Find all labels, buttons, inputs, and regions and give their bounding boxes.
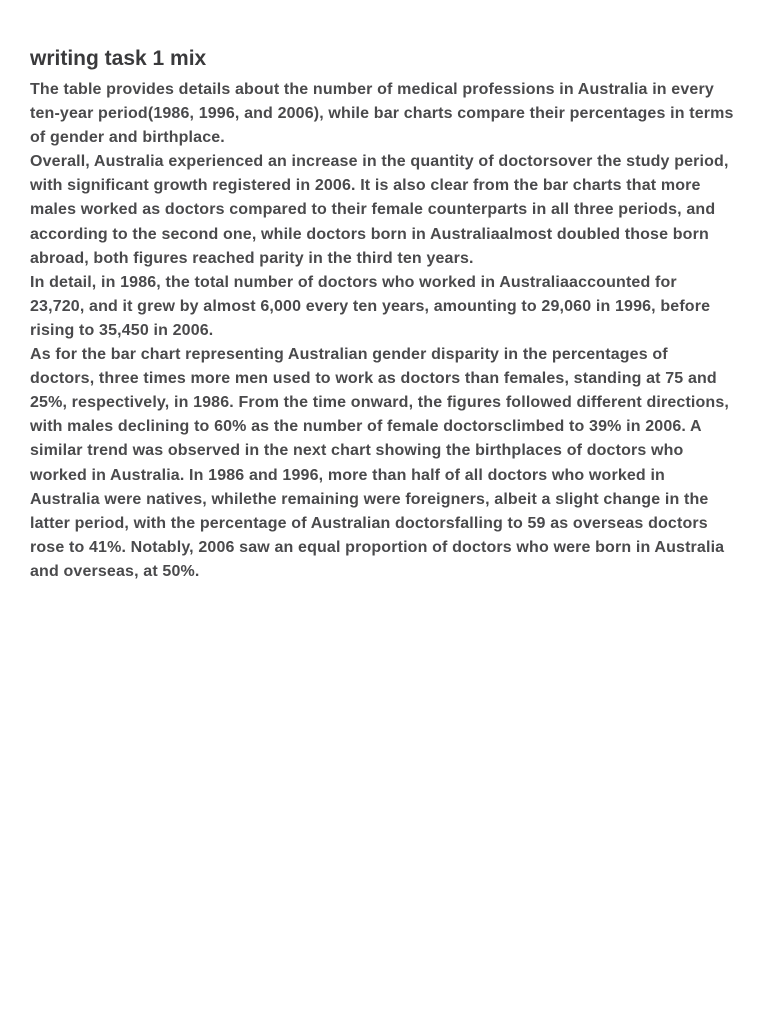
paragraph-intro[interactable]: The table provides details about the number of medical professions in Australia in every ten-year period(1986, 1996, and 2006), while bar charts compare their percentages in terms of gender and birthplace.: [30, 81, 734, 147]
note-body[interactable]: [30, 78, 734, 584]
note-title[interactable]: writing task 1 mix: [30, 47, 207, 70]
paragraph-bar-chart-detail[interactable]: As for the bar chart representing Australian gender disparity in the percentages of doctors, three times more men used to work as doctors than females, standing at 75 and 25%, respectively, in 1986. From the time onward, the figures followed different directions, with males declining to 60% as the number of female doctorsclimbed to 39% in 2006. A similar trend was observed in the next chart showing the birthplaces of doctors who worked in Australia. In 1986 and 1996, more than half of all doctors who worked in Australia were natives, whilethe remaining were foreigners, albeit a slight change in the latter period, with the percentage of Australian doctorsfalling to 59 as overseas doctors rose to 41%. Notably, 2006 saw an equal proportion of doctors who were born in Australia and overseas, at 50%.: [30, 346, 730, 580]
paragraph-overview[interactable]: Overall, Australia experienced an increase in the quantity of doctorsover the study period, with significant growth registered in 2006. It is also clear from the bar charts that more males worked as doctors compared to their female counterparts in all three periods, and according to the second one, while doctors born in Australiaalmost doubled those born abroad, both figures reached parity in the third ten years.: [30, 153, 729, 267]
paragraph-table-detail[interactable]: In detail, in 1986, the total number of doctors who worked in Australiaaccounted for 23,720, and it grew by almost 6,000 every ten years, amounting to 29,060 in 1996, before rising to 35,450 in 2006.: [30, 273, 711, 339]
